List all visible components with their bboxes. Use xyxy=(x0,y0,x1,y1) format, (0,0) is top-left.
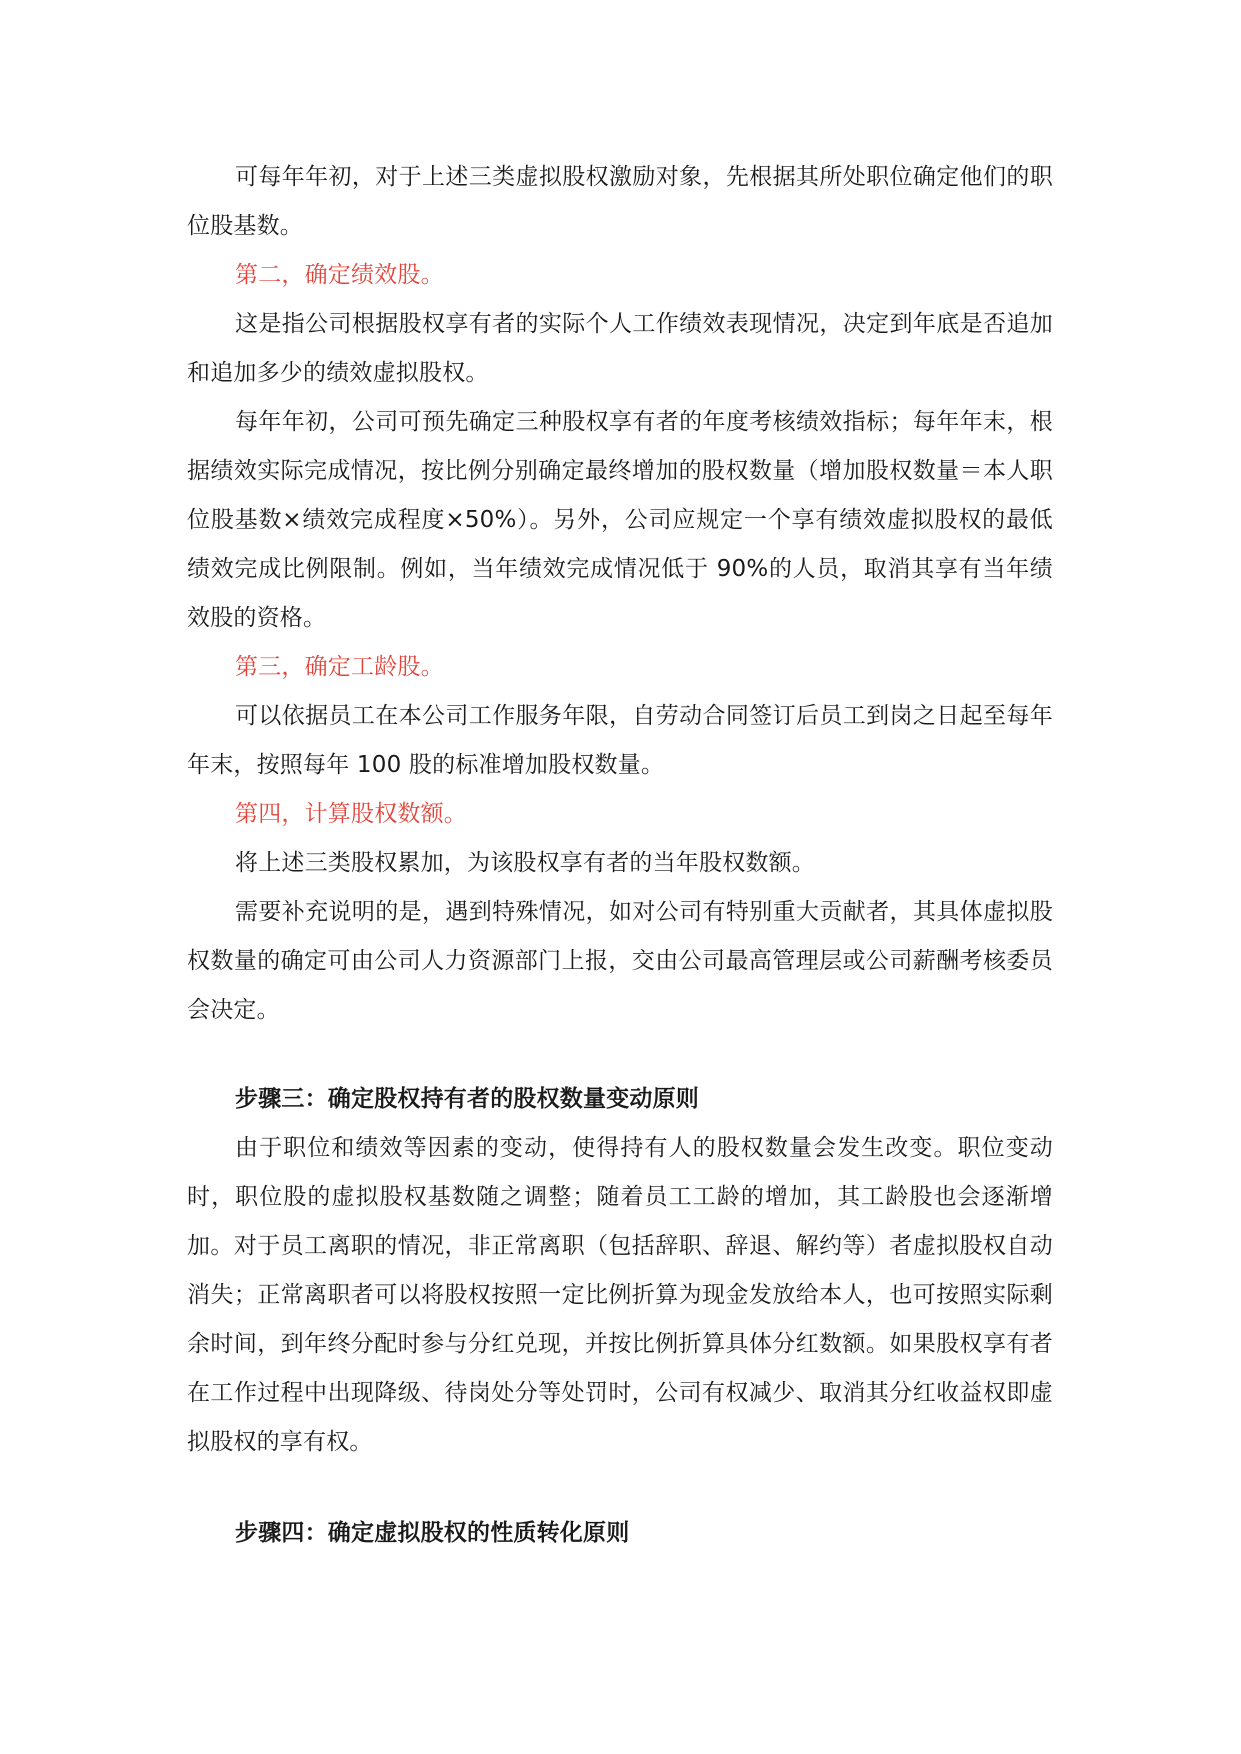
paragraph-performance-share-rule: 每年年初，公司可预先确定三种股权享有者的年度考核绩效指标；每年年末，根据绩效实际完成情况，按比例分别确定最终增加的股权数量（增加股权数量＝本人职位股基数×绩效完成程度×50%）。另外，公司应规定一个享有绩效虚拟股权的最低绩效完成比例限制。例如，当年绩效完成情况低于 90%的人员，取消其享有当年绩效股的资格。 xyxy=(187,409,1053,631)
section-spacer xyxy=(187,1035,1053,1075)
document-body xyxy=(187,153,1053,1558)
step4-title: 步骤四：确定虚拟股权的性质转化原则 xyxy=(235,1520,630,1546)
paragraph-performance-share-definition: 这是指公司根据股权享有者的实际个人工作绩效表现情况，决定到年底是否追加和追加多少的绩效虚拟股权。 xyxy=(187,311,1053,386)
heading-performance-share: 第二，确定绩效股。 xyxy=(235,262,444,288)
heading-calculate-share-amount: 第四，计算股权数额。 xyxy=(235,801,467,827)
heading-seniority-share: 第三，确定工龄股。 xyxy=(235,654,444,680)
paragraph-job-share-base: 可每年年初，对于上述三类虚拟股权激励对象，先根据其所处职位确定他们的职位股基数。 xyxy=(187,164,1053,239)
step3-title: 步骤三：确定股权持有者的股权数量变动原则 xyxy=(235,1086,699,1112)
paragraph-share-sum: 将上述三类股权累加，为该股权享有者的当年股权数额。 xyxy=(235,850,815,876)
step3-body: 由于职位和绩效等因素的变动，使得持有人的股权数量会发生改变。职位变动时，职位股的虚拟股权基数随之调整；随着员工工龄的增加，其工龄股也会逐渐增加。对于员工离职的情况，非正常离职（包括辞职、辞退、解约等）者虚拟股权自动消失；正常离职者可以将股权按照一定比例折算为现金发放给本人，也可按照实际剩余时间，到年终分配时参与分红兑现，并按比例折算具体分红数额。如果股权享有者在工作过程中出现降级、待岗处分等处罚时，公司有权减少、取消其分红收益权即虚拟股权的享有权。 xyxy=(187,1135,1053,1455)
section-spacer xyxy=(187,1467,1053,1509)
paragraph-seniority-share-rule: 可以依据员工在本公司工作服务年限，自劳动合同签订后员工到岗之日起至每年年末，按照每年 100 股的标准增加股权数量。 xyxy=(187,703,1053,778)
paragraph-special-cases: 需要补充说明的是，遇到特殊情况，如对公司有特别重大贡献者，其具体虚拟股权数量的确定可由公司人力资源部门上报，交由公司最高管理层或公司薪酬考核委员会决定。 xyxy=(187,899,1053,1023)
